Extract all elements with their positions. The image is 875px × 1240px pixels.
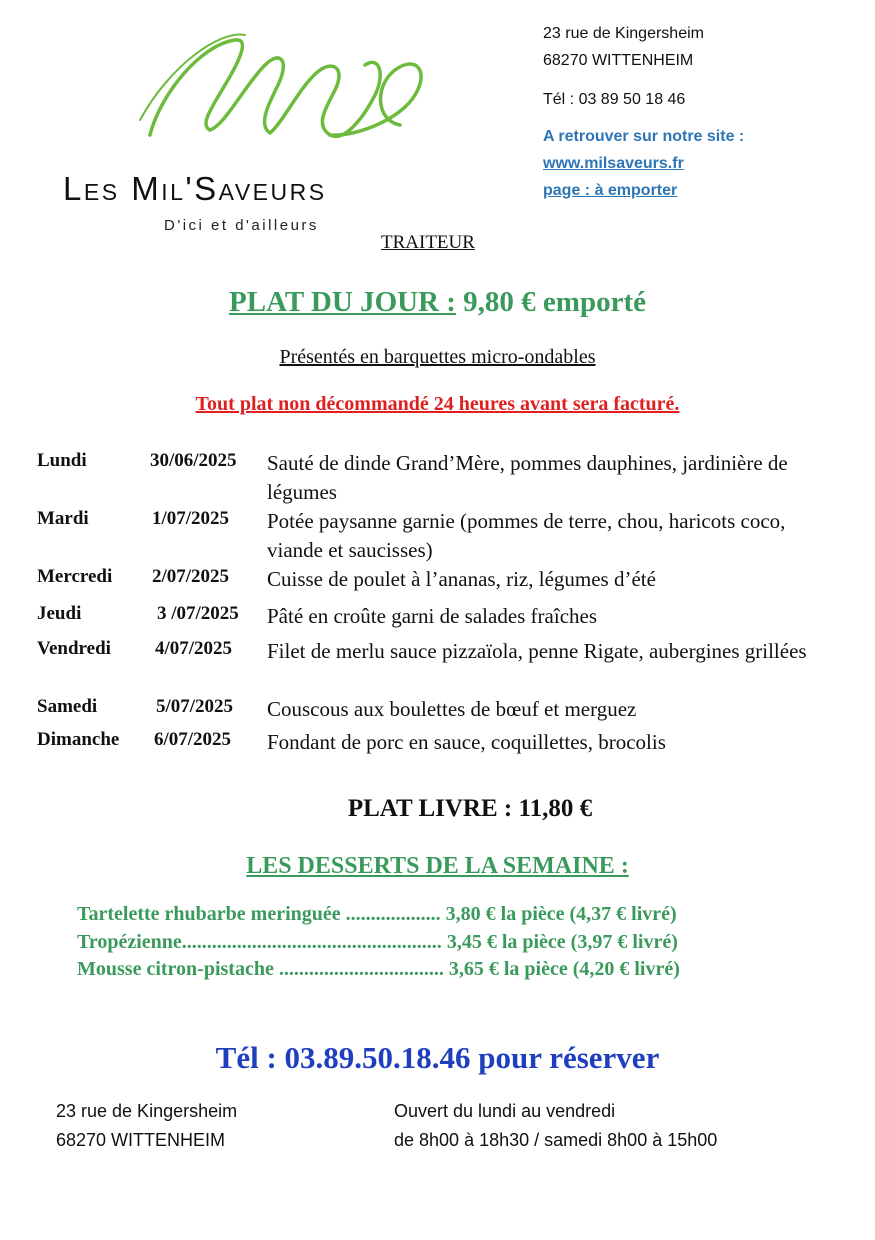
menu-date: 2/07/2025 (152, 566, 230, 587)
traiteur-label: TRAITEUR (381, 232, 475, 253)
menu-dish: Sauté de dinde Grand’Mère, pommes dauphines, jardinière de légumes (267, 451, 788, 504)
menu-day: Mardi (37, 508, 89, 529)
footer-address (56, 1097, 237, 1155)
menu-date: 5/07/2025 (156, 696, 234, 717)
site-info (543, 123, 744, 204)
footer-city: 68270 WITTENHEIM (56, 1130, 226, 1150)
address-street: 23 rue de Kingersheim (543, 25, 704, 42)
menu-dish: Potée paysanne garnie (pommes de terre, chou, haricots coco, viande et saucisses) (267, 509, 786, 562)
footer-hours (394, 1097, 717, 1155)
site-page-link[interactable]: page : à emporter (543, 182, 678, 199)
plat-livre: PLAT LIVRE : 11,80 € (347, 795, 593, 822)
menu-dish: Couscous aux boulettes de bœuf et merguez (267, 697, 637, 721)
menu-dish: Fondant de porc en sauce, coquillettes, brocolis (267, 730, 666, 754)
menu-day: Samedi (37, 696, 98, 717)
menu-dish: Pâté en croûte garni de salades fraîches (267, 604, 598, 628)
menu-day: Jeudi (37, 603, 82, 624)
address-city: 68270 WITTENHEIM (543, 52, 694, 69)
footer-hours-line2: de 8h00 à 18h30 / samedi 8h00 à 15h00 (394, 1130, 718, 1150)
logo (60, 25, 480, 240)
reservation-phone: Tél : 03.89.50.18.46 pour réserver (215, 1040, 660, 1075)
dessert-name: Mousse citron-pistache ................................. (77, 958, 444, 980)
footer-hours-line1: Ouvert du lundi au vendredi (394, 1101, 616, 1121)
menu-dish: Filet de merlu sauce pizzaïola, penne Rigate, aubergines grillées (267, 639, 807, 663)
menu-day: Dimanche (37, 729, 120, 750)
dessert-price: 3,80 € la pièce (4,37 € livré) (445, 903, 677, 925)
menu-date: 3 /07/2025 (157, 603, 239, 624)
menu-date: 30/06/2025 (150, 450, 237, 471)
plat-du-jour-label: PLAT DU JOUR : (229, 286, 456, 318)
site-url-link[interactable]: www.milsaveurs.fr (543, 155, 684, 172)
cancellation-warning: Tout plat non décommandé 24 heures avant sera facturé. (195, 393, 680, 415)
menu-date: 4/07/2025 (155, 638, 233, 659)
menu-date: 1/07/2025 (152, 508, 230, 529)
address-top (543, 20, 744, 204)
brand-tagline: D'ici et d'ailleurs (164, 217, 319, 234)
presentation-note: Présentés en barquettes micro-ondables (279, 346, 596, 368)
dessert-item (77, 903, 677, 926)
address-tel: Tél : 03 89 50 18 46 (543, 91, 686, 108)
menu-date: 6/07/2025 (154, 729, 232, 750)
plat-du-jour (0, 286, 875, 319)
dessert-name: Tartelette rhubarbe meringuée ................... (77, 903, 441, 925)
menu-dish: Cuisse de poulet à l’ananas, riz, légumes d’été (267, 567, 656, 591)
brand-name: Les Mil'Saveurs (63, 170, 327, 207)
dessert-price: 3,65 € la pièce (4,20 € livré) (448, 958, 680, 980)
menu-day: Vendredi (37, 638, 111, 659)
plat-du-jour-price: 9,80 € emporté (455, 286, 646, 318)
menu-day: Lundi (37, 450, 87, 471)
logo-mark-icon (130, 25, 450, 165)
dessert-item (77, 958, 680, 981)
site-intro: A retrouver sur notre site : (543, 128, 745, 145)
menu-day: Mercredi (37, 566, 113, 587)
footer-street: 23 rue de Kingersheim (56, 1101, 238, 1121)
dessert-item (77, 931, 678, 954)
dessert-name: Tropézienne.................................................... (77, 931, 442, 953)
desserts-title: LES DESSERTS DE LA SEMAINE : (246, 853, 629, 879)
dessert-price: 3,45 € la pièce (3,97 € livré) (446, 931, 678, 953)
